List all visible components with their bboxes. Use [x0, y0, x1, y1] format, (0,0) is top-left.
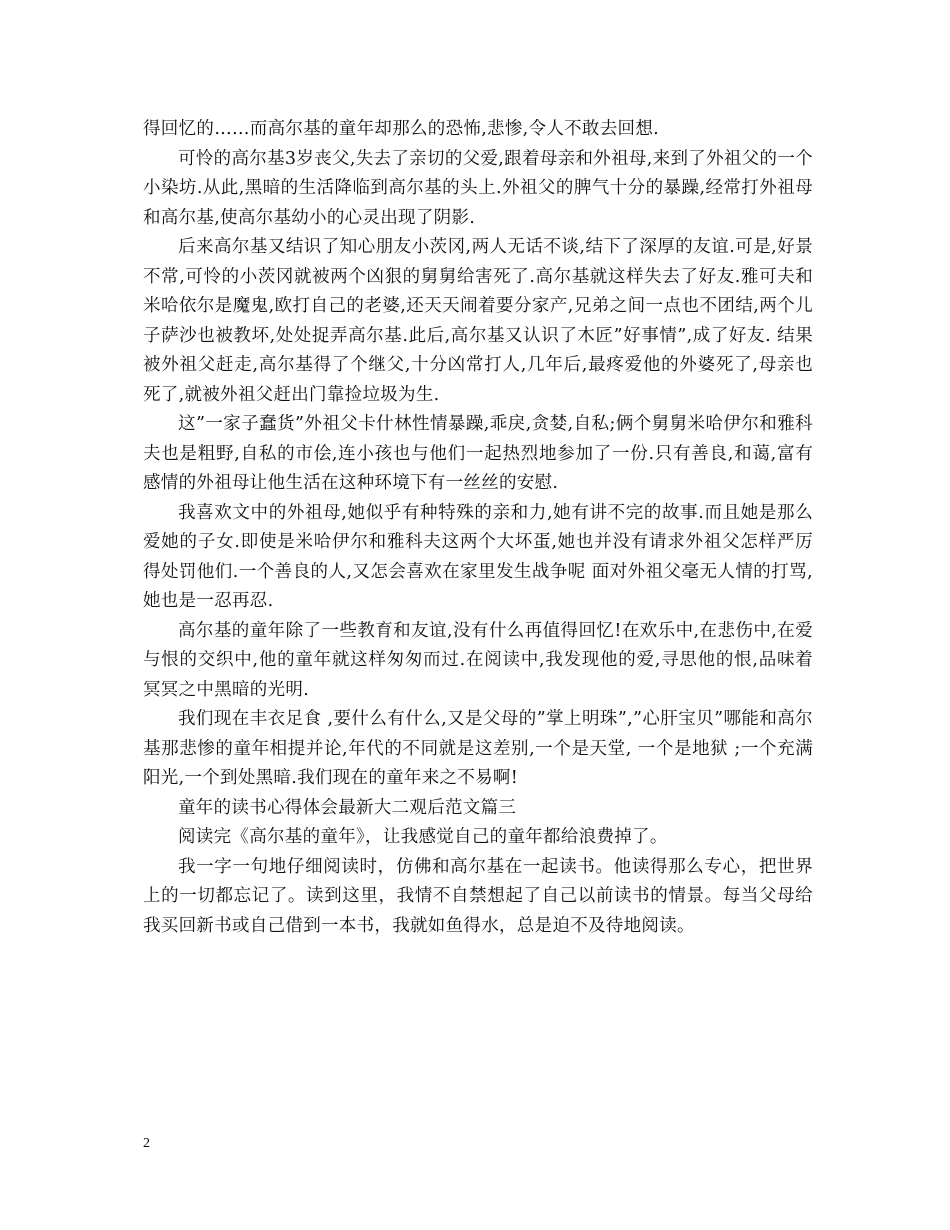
paragraph-continued: 得回忆的……而高尔基的童年却那么的恐怖,悲惨,令人不敢去回想.	[143, 119, 659, 139]
paragraph: 我们现在丰衣足食 ,要什么有什么,又是父母的”掌上明珠”,”心肝宝贝”哪能和高尔基那悲惨的童年相提并论,年代的不同就是这差别,一个是天堂, 一个是地狱 ;一个充满阳光,一个到处黑暗.我们现在的童年来之不易啊!	[143, 709, 813, 788]
paragraph: 阅读完《高尔基的童年》，让我感觉自己的童年都给浪费掉了。	[178, 827, 668, 847]
paragraph: 这”一家子蠢货”外祖父卡什林性情暴躁,乖戾,贪婪,自私;俩个舅舅米哈伊尔和雅科夫也是粗野,自私的市侩,连小孩也与他们一起热烈地参加了一份.只有善良,和蔼,富有感情的外祖母让他生活在这种环境下有一丝丝的安慰.	[143, 414, 813, 493]
document-page	[143, 115, 813, 941]
section-heading: 童年的读书心得体会最新大二观后范文篇三	[178, 797, 517, 818]
paragraph: 可怜的高尔基3岁丧父,失去了亲切的父爱,跟着母亲和外祖母,来到了外祖父的一个小染坊.从此,黑暗的生活降临到高尔基的头上.外祖父的脾气十分的暴躁,经常打外祖母和高尔基,使高尔基幼小的心灵出现了阴影.	[143, 148, 813, 228]
paragraph: 我喜欢文中的外祖母,她似乎有种特殊的亲和力,她有讲不完的故事.而且她是那么爱她的子女.即使是米哈伊尔和雅科夫这两个大坏蛋,她也并没有请求外祖父怎样严厉得处罚他们.一个善良的人,又怎会喜欢在家里发生战争呢 面对外祖父毫无人情的打骂,她也是一忍再忍.	[143, 502, 813, 611]
page-number: 2	[143, 1136, 150, 1151]
paragraph: 后来高尔基又结识了知心朋友小茨冈,两人无话不谈,结下了深厚的友谊.可是,好景不常,可怜的小茨冈就被两个凶狠的舅舅给害死了.高尔基就这样失去了好友.雅可夫和米哈依尔是魔鬼,欧打自己的老婆,还天天闹着要分家产,兄弟之间一点也不团结,两个儿子萨沙也被教坏,处处捉弄高尔基.此后,高尔基又认识了木匠”好事情”,成了好友. 结果被外祖父赶走,高尔基得了个继父,十分凶常打人,几年后,最疼爱他的外婆死了,母亲也死了,就被外祖父赶出门靠捡垃圾为生.	[143, 237, 813, 405]
paragraph: 高尔基的童年除了一些教育和友谊,没有什么再值得回忆!在欢乐中,在悲伤中,在爱与恨的交织中,他的童年就这样匆匆而过.在阅读中,我发现他的爱,寻思他的恨,品味着冥冥之中黑暗的光明.	[143, 620, 813, 700]
paragraph: 我一字一句地仔细阅读时，仿佛和高尔基在一起读书。他读得那么专心，把世界上的一切都忘记了。读到这里，我情不自禁想起了自己以前读书的情景。每当父母给我买回新书或自己借到一本书，我就如鱼得水，总是迫不及待地阅读。	[143, 856, 813, 936]
